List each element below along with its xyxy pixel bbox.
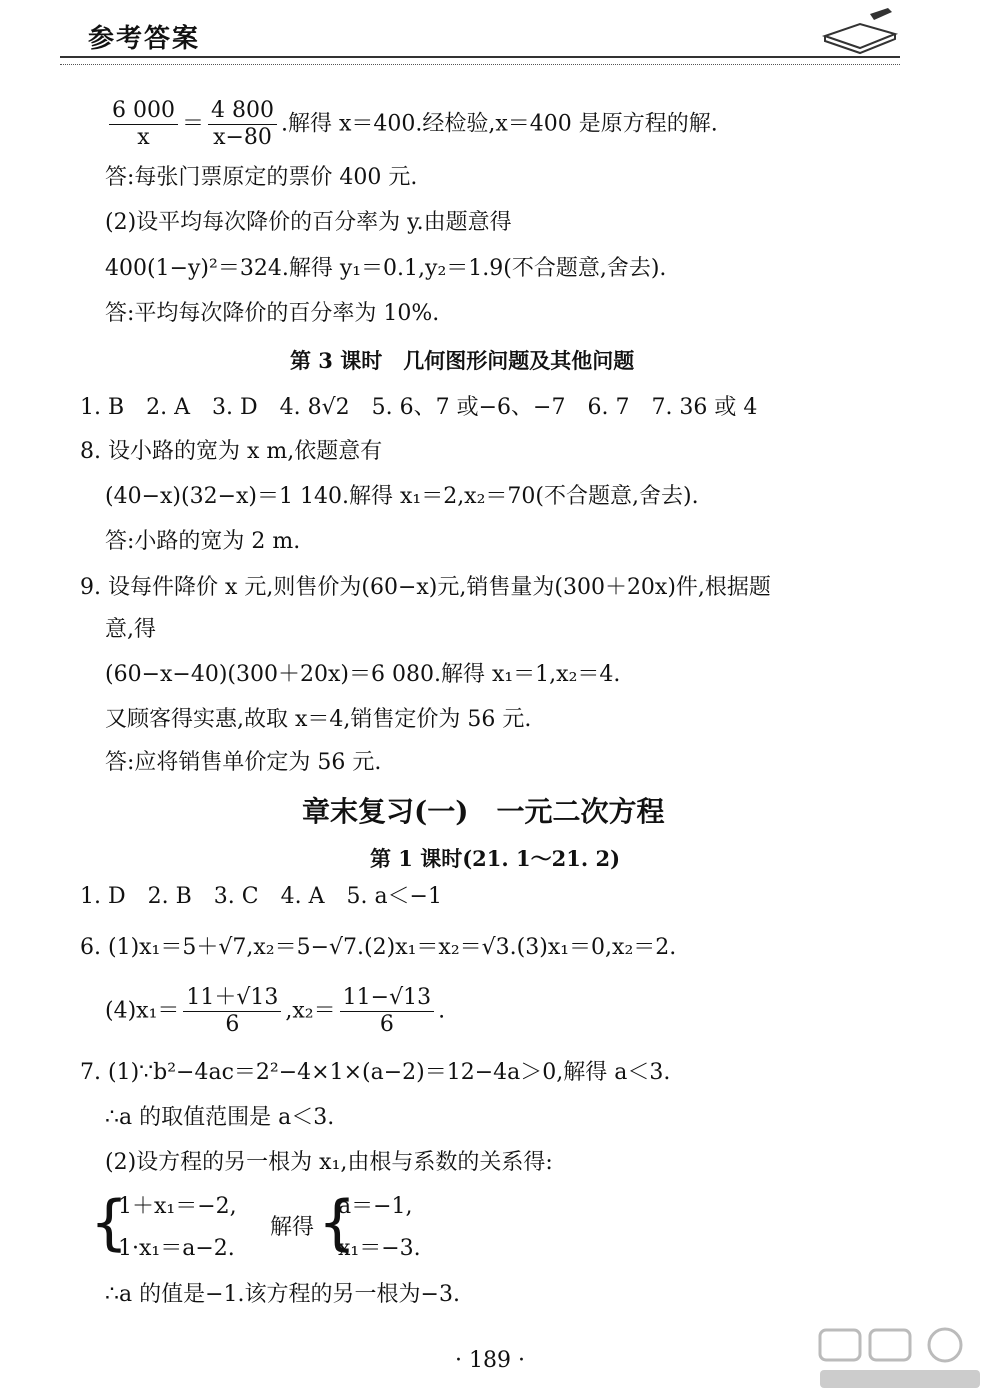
fraction-2 — [208, 98, 277, 151]
header-divider — [60, 56, 900, 65]
question-8-eq: (40−x)(32−x)＝1 140.解得 x₁＝2,x₂＝70(不合题意,舍去). — [105, 484, 699, 509]
line-5: 答:平均每次降价的百分率为 10%. — [105, 301, 440, 326]
frac-num: 11＋√13 — [183, 985, 281, 1012]
question-8: 8. 设小路的宽为 x m,依题意有 — [80, 439, 383, 464]
chapter-title: 章末复习(一) 一元二次方程 — [302, 795, 665, 828]
question-7-range: ∴a 的取值范围是 a＜3. — [105, 1105, 335, 1130]
watermark-logo — [810, 1325, 990, 1395]
frac-den: 6 — [225, 1012, 240, 1037]
question-9-eq: (60−x−40)(300＋20x)＝6 080.解得 x₁＝1,x₂＝4. — [105, 662, 621, 687]
question-9-note: 又顾客得实惠,故取 x＝4,销售定价为 56 元. — [105, 707, 532, 732]
answers-1: 1. B 2. A 3. D 4. 8√2 5. 6、7 或−6、−7 6. 7 7. 36 或 4 — [80, 395, 758, 420]
fraction-3 — [183, 985, 281, 1038]
fraction-4 — [340, 985, 434, 1038]
question-9-cont: 意,得 — [105, 617, 156, 642]
frac-den: x — [137, 125, 150, 150]
frac-den: 6 — [379, 1012, 394, 1037]
line-text: . — [438, 998, 446, 1024]
line-text: ,x₂＝ — [285, 998, 336, 1024]
line-text: (4)x₁＝ — [105, 998, 180, 1024]
system-1-eq1: 1＋x₁＝−2, — [118, 1194, 237, 1219]
question-7-2: (2)设方程的另一根为 x₁,由根与系数的关系得: — [105, 1150, 553, 1175]
frac-den: x−80 — [213, 125, 272, 150]
system-2-eq1: a＝−1, — [338, 1194, 413, 1219]
line-4: 400(1−y)²＝324.解得 y₁＝0.1,y₂＝1.9(不合题意,舍去). — [105, 256, 667, 281]
section-title-1: 第 1 课时(21. 1～21. 2) — [370, 846, 621, 871]
frac-num: 6 000 — [109, 98, 178, 125]
line-3: (2)设平均每次降价的百分率为 y.由题意得 — [105, 210, 512, 235]
brace-left: { — [90, 1188, 129, 1258]
question-9: 9. 设每件降价 x 元,则售价为(60−x)元,销售量为(300＋20x)件,根据题 — [80, 575, 771, 600]
question-7: 7. (1)∵b²−4ac＝2²−4×1×(a−2)＝12−4a＞0,解得 a＜3. — [80, 1060, 671, 1085]
question-6: 6. (1)x₁＝5＋√7,x₂＝5−√7.(2)x₁＝x₂＝√3.(3)x₁＝0,x₂＝2. — [80, 935, 677, 960]
page-number: · 189 · — [455, 1348, 525, 1373]
book-pen-icon — [820, 6, 900, 56]
frac-num: 4 800 — [208, 98, 277, 125]
system-1-eq2: 1·x₁＝a−2. — [118, 1236, 235, 1261]
question-7-conclusion: ∴a 的值是−1.该方程的另一根为−3. — [105, 1282, 460, 1307]
question-9-answer: 答:应将销售单价定为 56 元. — [105, 750, 382, 775]
section-title-3: 第 3 课时 几何图形问题及其他问题 — [290, 348, 635, 373]
system-2-eq2: x₁＝−3. — [338, 1236, 421, 1261]
question-8-answer: 答:小路的宽为 2 m. — [105, 529, 301, 554]
fraction-1 — [109, 98, 178, 151]
line-2: 答:每张门票原定的票价 400 元. — [105, 165, 418, 190]
solve-label: 解得 — [270, 1215, 315, 1240]
question-6-4 — [105, 985, 445, 1038]
brace-right: { — [318, 1188, 357, 1258]
line-text: .解得 x＝400.经检验,x＝400 是原方程的解. — [280, 111, 718, 137]
header-title: 参考答案 — [88, 24, 201, 54]
frac-num: 11−√13 — [340, 985, 434, 1012]
answers-2: 1. D 2. B 3. C 4. A 5. a＜−1 — [80, 884, 442, 909]
line-1: $\frac{6 000}{x}$ ＝ $\frac{4 800}{x-80}$ .解得 x＝400.经检验,x＝400 是原方程的解. — [105, 98, 718, 151]
